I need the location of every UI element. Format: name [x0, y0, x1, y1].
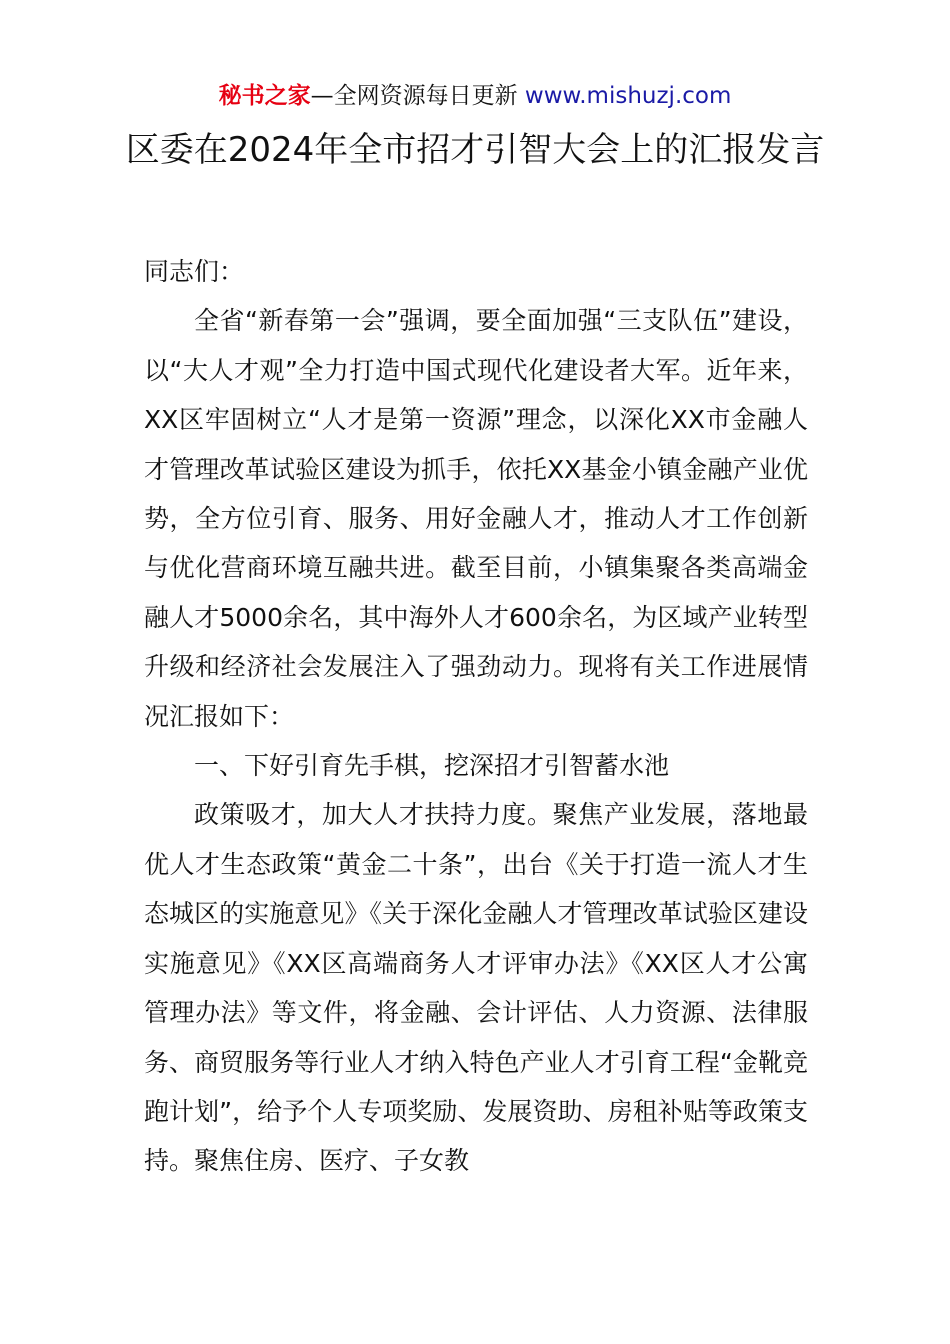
- document-title: 区委在2024年全市招才引智大会上的汇报发言: [125, 130, 825, 170]
- document-body: [144, 247, 808, 1186]
- site-url-link[interactable]: www.mishuzj.com: [524, 83, 732, 109]
- salutation: 同志们：: [144, 257, 245, 286]
- site-header: [0, 80, 950, 112]
- site-brand: 秘书之家: [218, 83, 311, 109]
- section-heading: 一、下好引育先手棋，挖深招才引智蓄水池: [194, 751, 670, 781]
- intro-paragraph: 全省“新春第一会”强调，要全面加强“三支队伍”建设，以“大人才观”全力打造中国式现代化建设者大军。近年来，XX区牢固树立“人才是第一资源”理念，以深化XX市金融人才管理改革试验区建设为抓手，依托XX基金小镇金融产业优势，全方位引育、服务、用好金融人才，推动人才工作创新与优化营商环境互融共进。截至目前，小镇集聚各类高端金融人才5000余名，其中海外人才600余名，为区域产业转型升级和经济社会发展注入了强劲动力。现将有关工作进展情况汇报如下：: [144, 306, 808, 731]
- site-tagline: —全网资源每日更新: [310, 83, 525, 109]
- section-paragraph: 政策吸才，加大人才扶持力度。聚焦产业发展，落地最优人才生态政策“黄金二十条”，出台《关于打造一流人才生态城区的实施意见》《关于深化金融人才管理改革试验区建设实施意见》《XX区高端商务人才评审办法》《XX区人才公寓管理办法》等文件，将金融、会计评估、人力资源、法律服务、商贸服务等行业人才纳入特色产业人才引育工程“金靴竞跑计划”，给予个人专项奖励、发展资助、房租补贴等政策支持。聚焦住房、医疗、子女教: [144, 800, 808, 1176]
